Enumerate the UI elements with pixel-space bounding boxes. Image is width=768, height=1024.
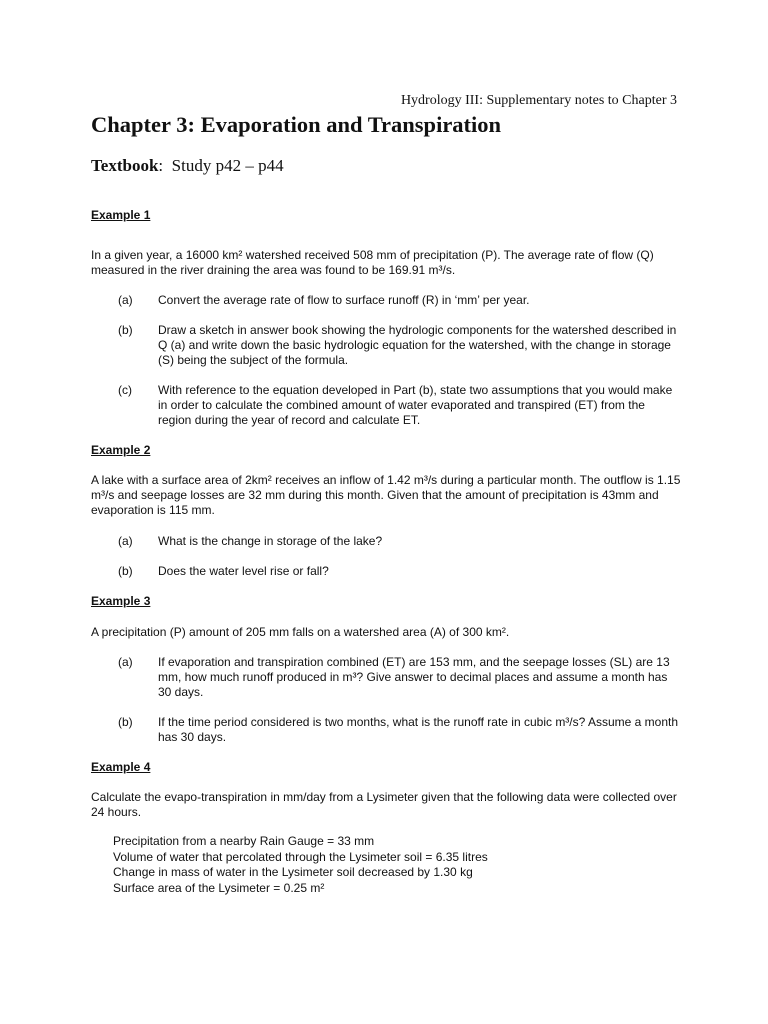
example-1-heading: Example 1 (91, 208, 151, 222)
chapter-title: Chapter 3: Evaporation and Transpiration (91, 112, 502, 137)
item-marker: (a) (118, 655, 133, 669)
textbook-label: Textbook (91, 156, 159, 175)
item-text: What is the change in storage of the lake? (158, 534, 383, 548)
lysimeter-data-list (113, 834, 488, 896)
item-text: Does the water level rise or fall? (158, 564, 329, 578)
textbook-reference (91, 156, 284, 176)
item-marker: (b) (118, 323, 133, 337)
data-line-precipitation: Precipitation from a nearby Rain Gauge = 33 mm (113, 834, 375, 848)
running-header: Hydrology III: Supplementary notes to Chapter 3 (400, 93, 677, 108)
example-2-intro: A lake with a surface area of 2km² receives an inflow of 1.42 m³/s during a particular month. The outflow is 1.15 m³/s and seepage losses are 32 mm during this month. Given that the amount of precipitation is 43mm and evaporation is 115 mm. (91, 473, 681, 517)
item-text: If evaporation and transpiration combined (ET) are 153 mm, and the seepage losses (SL) are 13 mm, how much runoff produced in m³? Give answer to decimal places and assume a month has 30 days. (158, 655, 670, 699)
data-line-surface-area: Surface area of the Lysimeter = 0.25 m² (113, 880, 325, 895)
item-text: Draw a sketch in answer book showing the hydrologic components for the watershed described in Q (a) and write down the basic hydrologic equation for the watershed, with the change in storage (S) being the subject of the formula. (158, 323, 677, 367)
example-4-heading: Example 4 (91, 760, 151, 774)
textbook-pages: Study p42 – p44 (171, 156, 284, 175)
example-1-intro: In a given year, a 16000 km² watershed received 508 mm of precipitation (P). The average rate of flow (Q) measured in the river draining the area was found to be 169.91 m³/s. (91, 248, 654, 277)
item-text: With reference to the equation developed in Part (b), state two assumptions that you would make in order to calculate the combined amount of water evaporated and transpired (ET) from the region during the year of record and calculate ET. (158, 383, 673, 427)
item-text: Convert the average rate of flow to surface runoff (R) in ‘mm’ per year. (158, 293, 530, 307)
data-line-percolation: Volume of water that percolated through the Lysimeter soil = 6.35 litres (113, 849, 488, 864)
data-line-mass-change: Change in mass of water in the Lysimeter soil decreased by 1.30 kg (113, 865, 473, 879)
item-text: If the time period considered is two months, what is the runoff rate in cubic m³/s? Assume a month has 30 days. (158, 715, 679, 744)
item-marker: (a) (118, 534, 133, 548)
example-3-heading: Example 3 (91, 594, 151, 608)
example-4-intro: Calculate the evapo-transpiration in mm/day from a Lysimeter given that the following data were collected over 24 hours. (91, 790, 677, 819)
item-marker: (b) (118, 564, 133, 578)
item-marker: (b) (118, 715, 133, 729)
textbook-colon: : (158, 156, 164, 175)
item-marker: (a) (118, 293, 133, 307)
example-3-intro: A precipitation (P) amount of 205 mm falls on a watershed area (A) of 300 km². (91, 625, 510, 639)
item-marker: (c) (118, 383, 132, 397)
example-2-heading: Example 2 (91, 443, 151, 457)
